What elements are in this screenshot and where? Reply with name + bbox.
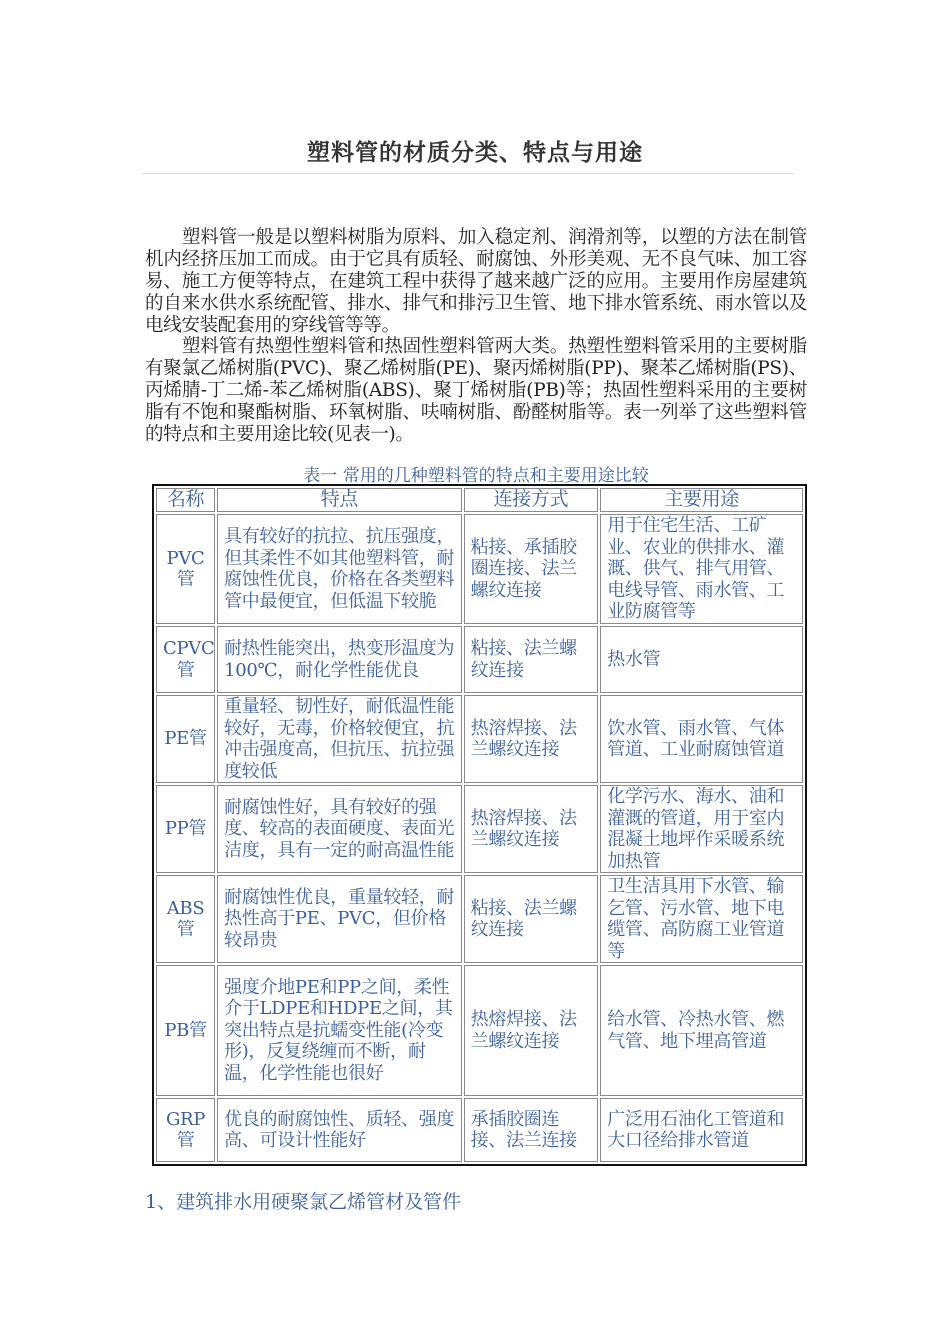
table-row [156, 785, 803, 873]
header-connection: 连接方式 [464, 488, 599, 512]
cell-name: GRP管 [156, 1098, 215, 1162]
document-title: 塑料管的材质分类、特点与用途 [307, 140, 643, 166]
cell-use: 化学污水、海水、油和灌溉的管道，用于室内混凝土地坪作采暖系统加热管 [600, 785, 803, 873]
cell-features: 优良的耐腐蚀性、质轻、强度高、可设计性能好 [217, 1098, 462, 1162]
cell-connection: 承插胶圈连接、法兰连接 [464, 1098, 599, 1162]
cell-use: 给水管、冷热水管、燃气管、地下埋高管道 [600, 965, 803, 1096]
paragraph-classification: 塑料管有热塑性塑料管和热固性塑料管两大类。热塑性塑料管采用的主要树脂有聚氯乙烯树脂(PVC)、聚乙烯树脂(PE)、聚丙烯树脂(PP)、聚苯乙烯树脂(PS)、丙烯腈-丁二烯-苯乙烯树脂(ABS)、聚丁烯树脂(PB)等；热固性塑料采用的主要树脂有不饱和聚酯树脂、环氧树脂、呋喃树脂、酚醛树脂等。表一列举了这些塑料管的特点和主要用途比较(见表一)。 [145, 336, 807, 445]
header-features: 特点 [217, 488, 462, 512]
header-name: 名称 [156, 488, 215, 512]
cell-use: 饮水管、雨水管、气体管道、工业耐腐蚀管道 [600, 695, 803, 783]
title-divider [143, 173, 793, 174]
paragraph-intro: 塑料管一般是以塑料树脂为原料、加入稳定剂、润滑剂等，以塑的方法在制管机内经挤压加工而成。由于它具有质轻、耐腐蚀、外形美观、无不良气味、加工容易、施工方便等特点，在建筑工程中获得了越来越广泛的应用。主要用作房屋建筑的自来水供水系统配管、排水、排气和排污卫生管、地下排水管系统、雨水管以及电线安装配套用的穿线管等等。 [145, 227, 807, 336]
cell-connection: 热溶焊接、法兰螺纹连接 [464, 695, 599, 783]
cell-use: 广泛用石油化工管道和大口径给排水管道 [600, 1098, 803, 1162]
cell-use: 用于住宅生活、工矿业、农业的供排水、灌溉、供气、排气用管、电线导管、雨水管、工业防腐管等 [600, 514, 803, 624]
cell-name: PVC管 [156, 514, 215, 624]
cell-connection: 粘接、法兰螺纹连接 [464, 875, 599, 963]
table-row [156, 1098, 803, 1162]
table-row [156, 626, 803, 693]
table-caption: 表一 常用的几种塑料管的特点和主要用途比较 [303, 466, 649, 486]
table-row [156, 965, 803, 1096]
cell-features: 耐腐蚀性优良，重量较轻，耐热性高于PE、PVC，但价格较昂贵 [217, 875, 462, 963]
cell-features: 耐热性能突出，热变形温度为100℃，耐化学性能优良 [217, 626, 462, 693]
cell-connection: 热熔焊接、法兰螺纹连接 [464, 965, 599, 1096]
cell-name: CPVC管 [156, 626, 215, 693]
table-header-row [156, 488, 803, 512]
table-row [156, 695, 803, 783]
cell-name: PP管 [156, 785, 215, 873]
cell-use: 卫生洁具用下水管、输乞管、污水管、地下电缆管、高防腐工业管道等 [600, 875, 803, 963]
section-heading: 1、建筑排水用硬聚氯乙烯管材及管件 [145, 1191, 462, 1213]
table-row [156, 875, 803, 963]
cell-use: 热水管 [600, 626, 803, 693]
cell-features: 耐腐蚀性好，具有较好的强度、较高的表面硬度、表面光洁度，具有一定的耐高温性能 [217, 785, 462, 873]
cell-name: PE管 [156, 695, 215, 783]
cell-features: 具有较好的抗拉、抗压强度，但其柔性不如其他塑料管，耐腐蚀性优良，价格在各类塑料管中最便宜，但低温下较脆 [217, 514, 462, 624]
header-use: 主要用途 [600, 488, 803, 512]
comparison-table [152, 484, 807, 1166]
cell-name: PB管 [156, 965, 215, 1096]
cell-features: 强度介地PE和PP之间，柔性介于LDPE和HDPE之间，其突出特点是抗蠕变性能(冷变形)，反复绕缠而不断，耐温，化学性能也很好 [217, 965, 462, 1096]
table-row [156, 514, 803, 624]
cell-connection: 热溶焊接、法兰螺纹连接 [464, 785, 599, 873]
cell-connection: 粘接、法兰螺纹连接 [464, 626, 599, 693]
cell-connection: 粘接、承插胶圈连接、法兰螺纹连接 [464, 514, 599, 624]
cell-name: ABS管 [156, 875, 215, 963]
cell-features: 重量轻、韧性好，耐低温性能较好，无毒，价格较便宜，抗冲击强度高，但抗压、抗拉强度较低 [217, 695, 462, 783]
